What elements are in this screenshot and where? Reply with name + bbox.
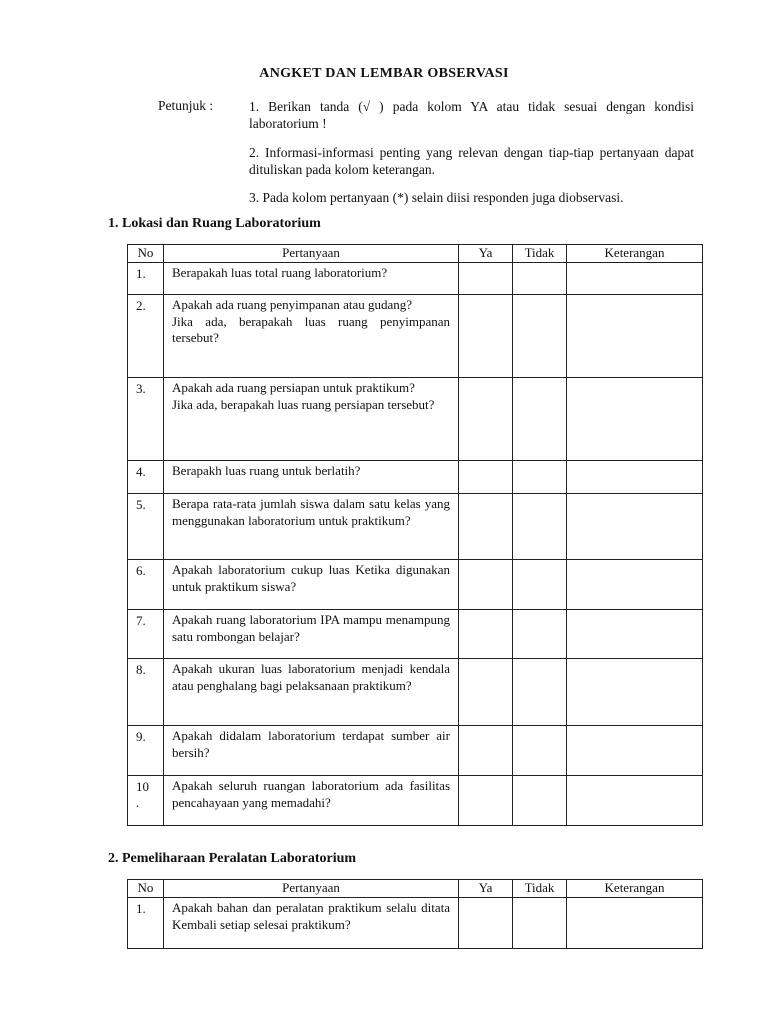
header-pertanyaan: Pertanyaan: [164, 880, 459, 898]
question-text: Berapa rata-rata jumlah siswa dalam satu kelas yang menggunakan laboratorium untuk praktikum?: [164, 494, 459, 560]
question-text: Apakah ukuran luas laboratorium menjadi kendala atau penghalang bagi pelaksanaan praktikum?: [164, 659, 459, 726]
question-table-lokasi: [127, 244, 703, 826]
row-number: 6.: [128, 560, 164, 610]
header-pertanyaan: Pertanyaan: [164, 245, 459, 263]
question-text: Apakah ruang laboratorium IPA mampu menampung satu rombongan belajar?: [164, 610, 459, 659]
keterangan-cell[interactable]: [567, 659, 703, 726]
petunjuk-label: Petunjuk :: [158, 98, 214, 113]
table-row: [128, 494, 703, 560]
table-row: [128, 659, 703, 726]
header-keterangan: Keterangan: [567, 245, 703, 263]
keterangan-cell[interactable]: [567, 295, 703, 378]
keterangan-cell[interactable]: [567, 560, 703, 610]
keterangan-cell[interactable]: [567, 461, 703, 494]
question-text: Apakah didalam laboratorium terdapat sumber air bersih?: [164, 726, 459, 776]
ya-checkbox-cell[interactable]: [459, 659, 513, 726]
ya-checkbox-cell[interactable]: [459, 898, 513, 949]
row-number: 3.: [128, 378, 164, 461]
ya-checkbox-cell[interactable]: [459, 494, 513, 560]
table-row: [128, 776, 703, 826]
keterangan-cell[interactable]: [567, 726, 703, 776]
table-header-row: [128, 880, 703, 898]
tidak-checkbox-cell[interactable]: [513, 610, 567, 659]
ya-checkbox-cell[interactable]: [459, 378, 513, 461]
row-number: 1.: [128, 898, 164, 949]
question-text: Berapakah luas total ruang laboratorium?: [164, 263, 459, 295]
table-row: [128, 378, 703, 461]
ya-checkbox-cell[interactable]: [459, 461, 513, 494]
table-row: [128, 610, 703, 659]
header-ya: Ya: [459, 245, 513, 263]
section-title-pemeliharaan: 2. Pemeliharaan Peralatan Laboratorium: [108, 851, 357, 866]
table-row: [128, 295, 703, 378]
row-number: 1.: [128, 263, 164, 295]
tidak-checkbox-cell[interactable]: [513, 560, 567, 610]
row-number: 10 .: [128, 776, 164, 826]
row-number: 5.: [128, 494, 164, 560]
tidak-checkbox-cell[interactable]: [513, 378, 567, 461]
keterangan-cell[interactable]: [567, 776, 703, 826]
row-number: 4.: [128, 461, 164, 494]
tidak-checkbox-cell[interactable]: [513, 263, 567, 295]
ya-checkbox-cell[interactable]: [459, 263, 513, 295]
tidak-checkbox-cell[interactable]: [513, 295, 567, 378]
keterangan-cell[interactable]: [567, 494, 703, 560]
table-row: [128, 898, 703, 949]
table-header-row: [128, 245, 703, 263]
keterangan-cell[interactable]: [567, 898, 703, 949]
header-no: No: [128, 245, 164, 263]
keterangan-cell[interactable]: [567, 610, 703, 659]
ya-checkbox-cell[interactable]: [459, 726, 513, 776]
question-text: Berapakh luas ruang untuk berlatih?: [164, 461, 459, 494]
header-keterangan: Keterangan: [567, 880, 703, 898]
table-row: [128, 263, 703, 295]
row-number: 7.: [128, 610, 164, 659]
header-tidak: Tidak: [513, 245, 567, 263]
question-text: Apakah seluruh ruangan laboratorium ada fasilitas pencahayaan yang memadahi?: [164, 776, 459, 826]
keterangan-cell[interactable]: [567, 378, 703, 461]
tidak-checkbox-cell[interactable]: [513, 659, 567, 726]
instruction-1: 1. Berikan tanda (√ ) pada kolom YA atau tidak sesuai dengan kondisi laboratorium !: [249, 99, 694, 131]
question-text: Apakah bahan dan peralatan praktikum selalu ditata Kembali setiap selesai praktikum?: [164, 898, 459, 949]
instruction-3: 3. Pada kolom pertanyaan (*) selain diisi responden juga diobservasi.: [249, 190, 624, 205]
ya-checkbox-cell[interactable]: [459, 776, 513, 826]
table-row: [128, 461, 703, 494]
row-number: 9.: [128, 726, 164, 776]
question-text: Apakah ada ruang persiapan untuk praktikum? Jika ada, berapakah luas ruang persiapan tersebut?: [164, 378, 459, 461]
header-ya: Ya: [459, 880, 513, 898]
table-row: [128, 560, 703, 610]
ya-checkbox-cell[interactable]: [459, 295, 513, 378]
question-text: Apakah ada ruang penyimpanan atau gudang? Jika ada, berapakah luas ruang penyimpanan tersebut?: [164, 295, 459, 378]
question-text: Apakah laboratorium cukup luas Ketika digunakan untuk praktikum siswa?: [164, 560, 459, 610]
instruction-2: 2. Informasi-informasi penting yang relevan dengan tiap-tiap pertanyaan dapat dituliskan pada kolom keterangan.: [249, 145, 694, 177]
question-table-pemeliharaan: [127, 879, 703, 949]
row-number: 8.: [128, 659, 164, 726]
header-tidak: Tidak: [513, 880, 567, 898]
row-number: 2.: [128, 295, 164, 378]
header-no: No: [128, 880, 164, 898]
tidak-checkbox-cell[interactable]: [513, 461, 567, 494]
ya-checkbox-cell[interactable]: [459, 610, 513, 659]
document-title: ANGKET DAN LEMBAR OBSERVASI: [259, 66, 509, 81]
table-row: [128, 726, 703, 776]
tidak-checkbox-cell[interactable]: [513, 776, 567, 826]
section-title-lokasi: 1. Lokasi dan Ruang Laboratorium: [108, 216, 321, 231]
keterangan-cell[interactable]: [567, 263, 703, 295]
ya-checkbox-cell[interactable]: [459, 560, 513, 610]
tidak-checkbox-cell[interactable]: [513, 726, 567, 776]
tidak-checkbox-cell[interactable]: [513, 494, 567, 560]
tidak-checkbox-cell[interactable]: [513, 898, 567, 949]
